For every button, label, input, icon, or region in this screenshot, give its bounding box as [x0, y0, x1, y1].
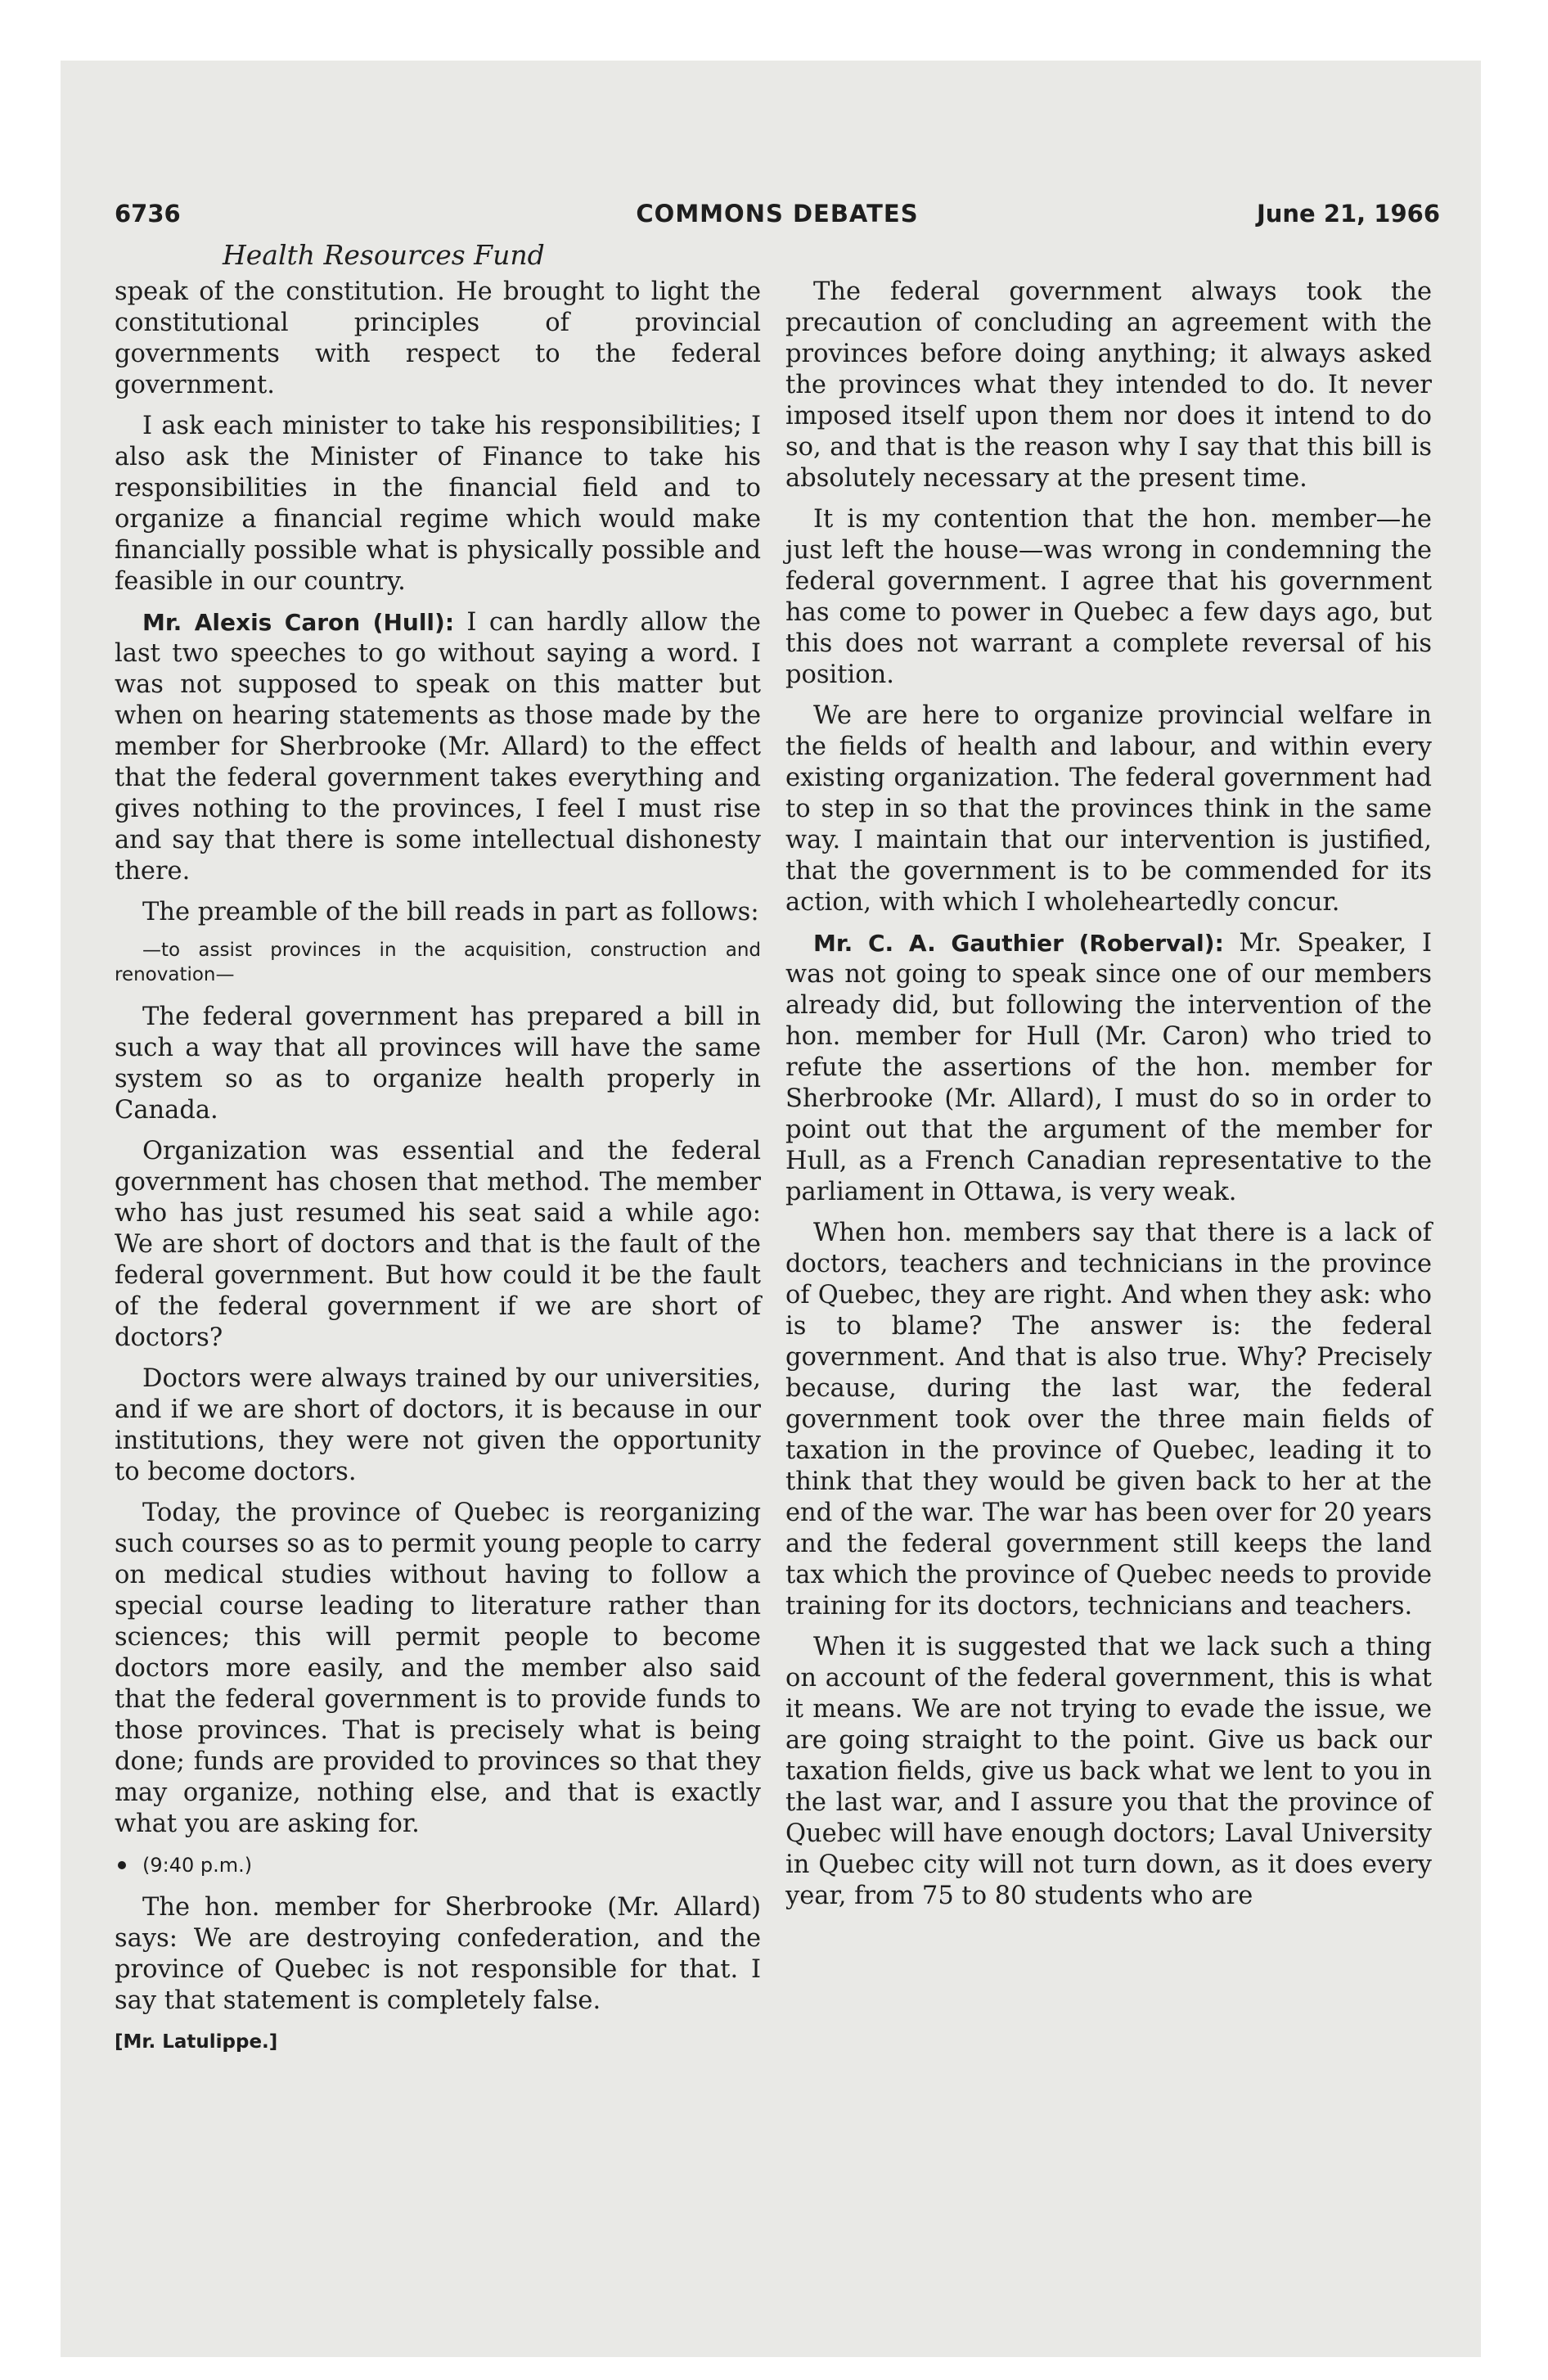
- paragraph: The federal government always took the precaution of concluding an agreement with the provinces before doing anything; it always asked the provinces what they intended to do. It never imposed itself upon them nor does it intend to do so, and that is the reason why I say that this bill is absolutely necessary at the present time.: [785, 277, 1432, 493]
- paragraph: I ask each minister to take his responsibilities; I also ask the Minister of Finance to take his responsibilities in the financial field and to organize a financial regime which would make financially possible what is physically possible and feasible in our country.: [115, 412, 761, 596]
- speech-text: Mr. Speaker, I was not going to speak since one of our members already did, but following the intervention of the hon. member for Hull (Mr. Caron) who tried to refute the assertions of the hon. member for Sherbrooke (Mr. Allard), I must do so in order to point out that the argument of the member for Hull, as a French Canadian representative to the parliament in Ottawa, is very weak.: [785, 929, 1432, 1206]
- page-date: June 21, 1966: [1256, 200, 1440, 228]
- speech-paragraph: [115, 607, 761, 887]
- paragraph: Organization was essential and the federal government has chosen that method. The member who has just resumed his seat said a while ago: We are short of doctors and that is the fault of the federal government. But how could it be the fault of the federal government if we are short of doctors?: [115, 1137, 761, 1352]
- paragraph: When it is suggested that we lack such a thing on account of the federal government, this is what it means. We are not trying to evade the issue, we are going straight to the point. Give us back our taxation fields, give us back what we lent to you in the last war, and I assure you that the province of Quebec will have enough doctors; Laval University in Quebec city will not turn down, as it does every year, from 75 to 80 students who are: [785, 1633, 1432, 1910]
- paragraph: It is my contention that the hon. member—he just left the house—was wrong in condemning the federal government. I agree that his government has come to power in Quebec a few days ago, but this does not warrant a complete reversal of his position.: [785, 505, 1432, 689]
- right-column: [785, 277, 1432, 1922]
- left-column: [115, 277, 761, 2058]
- paragraph: We are here to organize provincial welfare in the fields of health and labour, and within every existing organization. The federal government had to step in so that the provinces think in the same way. I maintain that our intervention is justified, that the government is to be commended for its action, with which I wholeheartedly concur.: [785, 701, 1432, 917]
- speech-text: I can hardly allow the last two speeches to go without saying a word. I was not supposed to speak on this matter but when on hearing statements as those made by the member for Sherbrooke (Mr. Allard) to the effect that the federal government takes everything and gives nothing to the provinces, I feel I must rise and say that there is some intellectual dishonesty there.: [115, 608, 761, 886]
- timestamp-text: (9:40 p.m.): [142, 1854, 253, 1877]
- speaker-attribution: [Mr. Latulippe.]: [115, 2031, 278, 2053]
- page-number: 6736: [115, 200, 181, 228]
- timestamp: [115, 1850, 761, 1881]
- paragraph: Doctors were always trained by our universities, and if we are short of doctors, it is because in our institutions, they were not given the opportunity to become doctors.: [115, 1364, 761, 1486]
- block-quote: —to assist provinces in the acquisition, construction and renovation—: [115, 940, 761, 985]
- paragraph: The preamble of the bill reads in part as follows:: [142, 898, 759, 926]
- publication-title: COMMONS DEBATES: [636, 200, 919, 228]
- paragraph: The federal government has prepared a bill in such a way that all provinces will have the same system so as to organize health properly in Canada.: [115, 1003, 761, 1125]
- paragraph: Today, the province of Quebec is reorganizing such courses so as to permit young people to carry on medical studies without having to follow a special course leading to literature rather than sciences; this will permit people to become doctors more easily, and the member also said that the federal government is to provide funds to those provinces. That is precisely what is being done; funds are provided to provinces so that they may organize, nothing else, and that is exactly what you are asking for.: [115, 1499, 761, 1838]
- paragraph: speak of the constitution. He brought to light the constitutional principles of provincial governments with respect to the federal government.: [115, 277, 761, 399]
- page-header: [115, 200, 1440, 241]
- bullet-icon: [118, 1861, 126, 1869]
- paragraph: The hon. member for Sherbrooke (Mr. Allard) says: We are destroying confederation, and the province of Quebec is not responsible for that. I say that statement is completely false.: [115, 1893, 761, 2015]
- subject-heading: Health Resources Fund: [223, 239, 545, 271]
- speaker-name: Mr. C. A. Gauthier (Roberval):: [813, 930, 1224, 957]
- paragraph: When hon. members say that there is a lack of doctors, teachers and technicians in the province of Quebec, they are right. And when they ask: who is to blame? The answer is: the federal government. And that is also true. Why? Precisely because, during the last war, the federal government took over the three main fields of taxation in the province of Quebec, leading it to think that they would be given back to her at the end of the war. The war has been over for 20 years and the federal government still keeps the land tax which the province of Quebec needs to provide training for its doctors, technicians and teachers.: [785, 1219, 1432, 1620]
- speech-paragraph: [785, 928, 1432, 1208]
- speaker-name: Mr. Alexis Caron (Hull):: [142, 609, 455, 636]
